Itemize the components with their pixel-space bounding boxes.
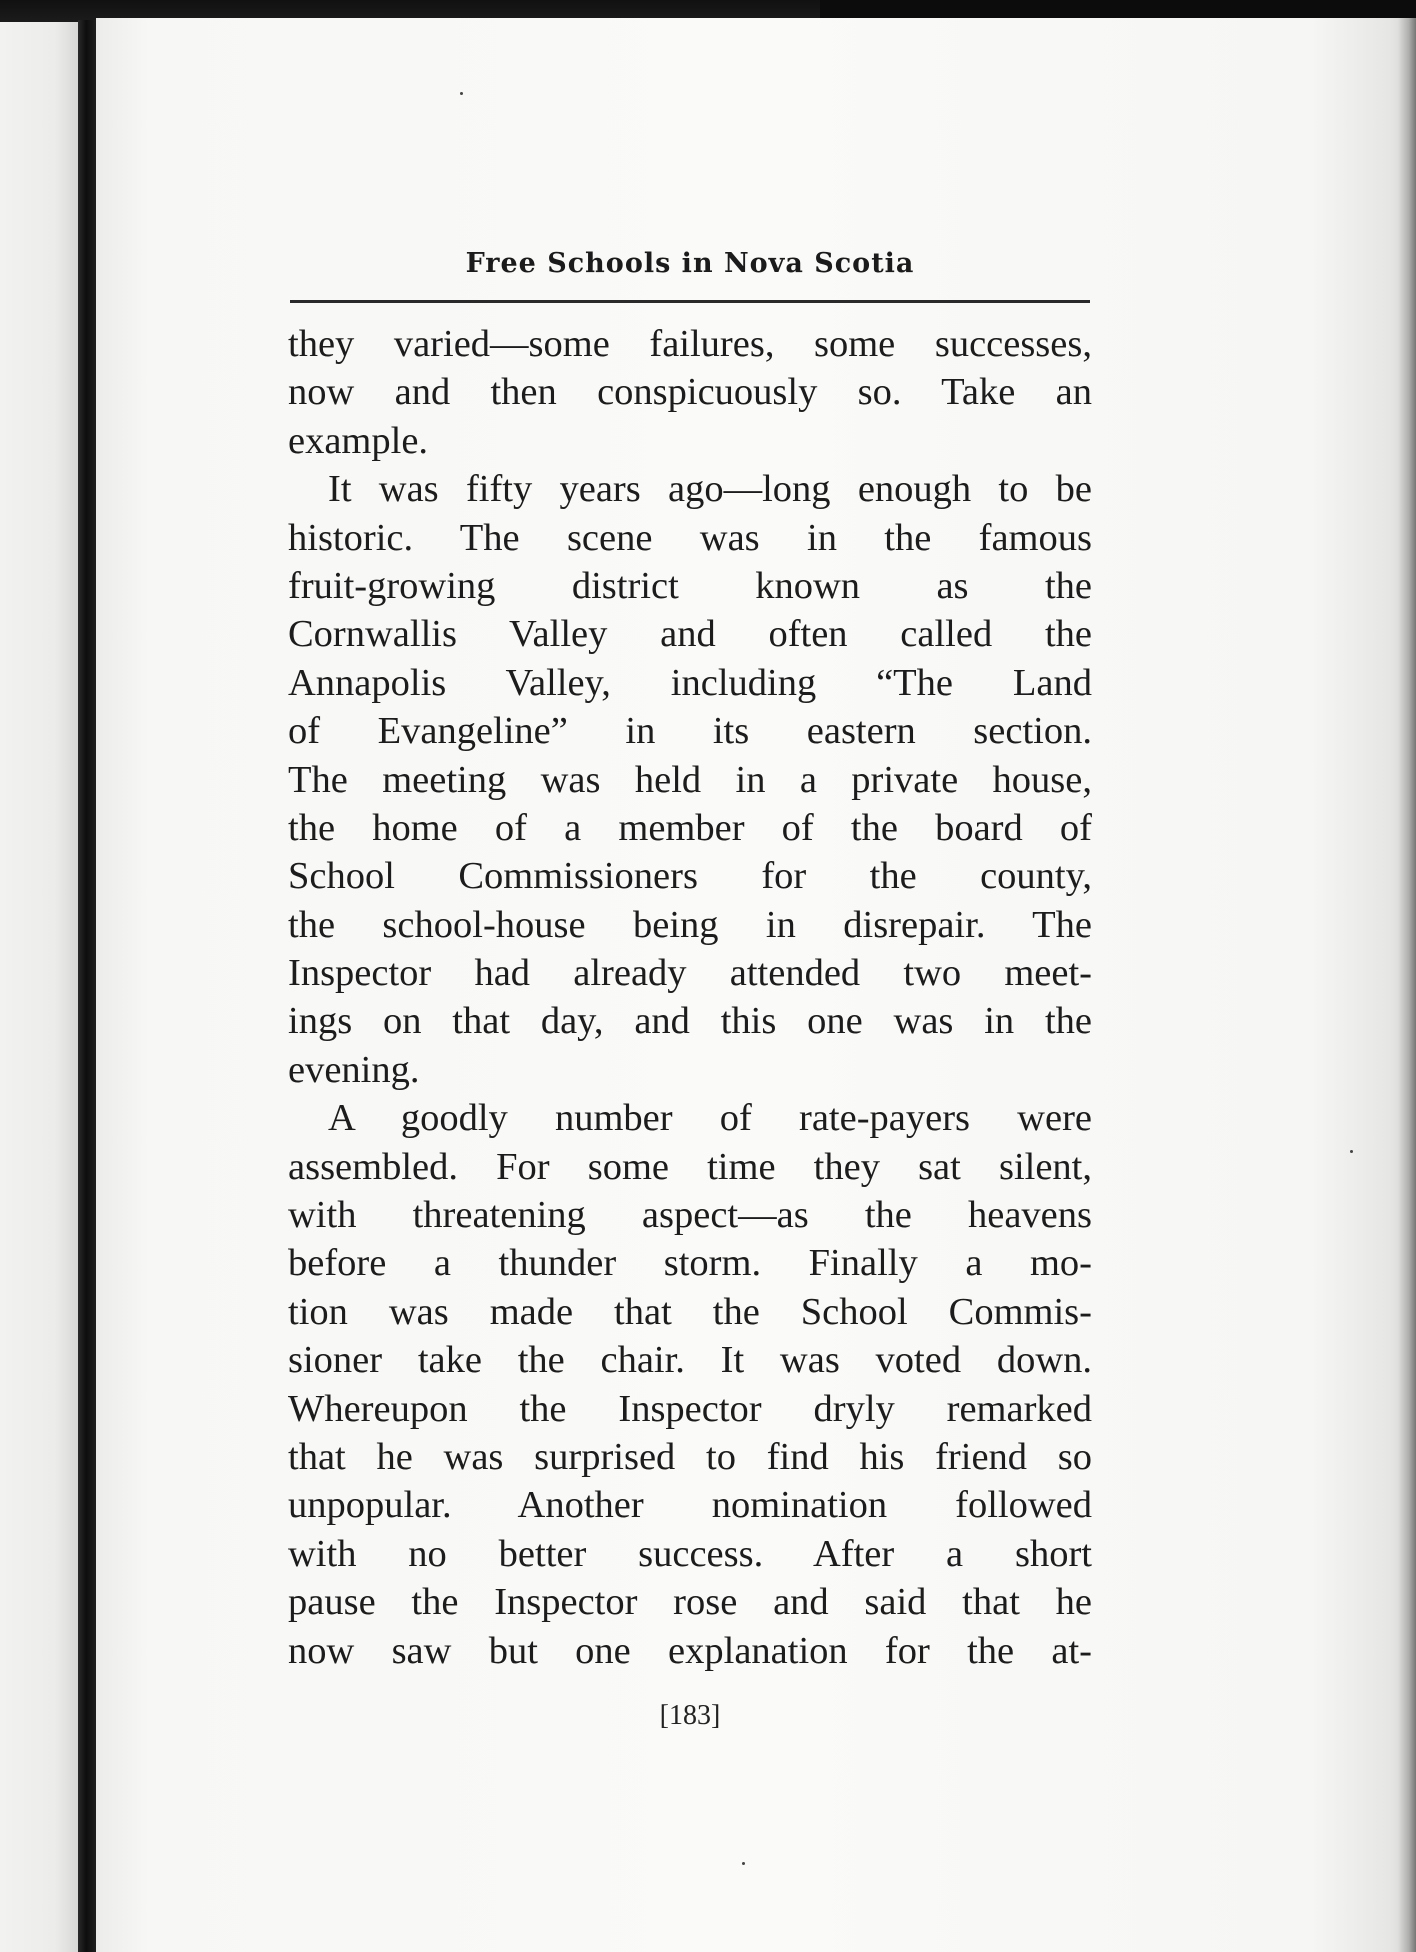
scan-speck (742, 1862, 745, 1865)
text-line: It was fifty years ago—long enough to be (328, 468, 1092, 511)
text-line: Cornwallis Valley and often called the (288, 613, 1092, 656)
text-line: of Evangeline” in its eastern section. (288, 710, 1092, 753)
text-line: pause the Inspector rose and said that he (288, 1581, 1092, 1624)
page-number: [183] (659, 1700, 721, 1731)
text-line: now and then conspicuously so. Take an (288, 371, 1092, 414)
text-line: unpopular. Another nomination followed (288, 1484, 1092, 1527)
text-line: before a thunder storm. Finally a mo- (288, 1242, 1092, 1285)
header-rule (290, 300, 1090, 303)
text-line: with threatening aspect—as the heavens (288, 1194, 1092, 1237)
text-line: historic. The scene was in the famous (288, 516, 1092, 559)
text-line: the school-house being in disrepair. The (288, 903, 1092, 946)
text-line: The meeting was held in a private house, (288, 758, 1092, 801)
text-line: Inspector had already attended two meet- (288, 952, 1092, 995)
text-line: tion was made that the School Commis- (288, 1290, 1092, 1333)
scan-speck (460, 92, 463, 95)
text-line: sioner take the chair. It was voted down. (288, 1339, 1092, 1382)
text-line: evening. (288, 1048, 420, 1091)
text-line: they varied—some failures, some successes, (288, 323, 1092, 365)
running-head: Free Schools in Nova Scotia (465, 248, 915, 279)
text-line: that he was surprised to find his friend so (288, 1435, 1092, 1478)
scan-speck (1350, 1150, 1353, 1153)
text-line: now saw but one explanation for the at- (288, 1629, 1092, 1672)
text-line: fruit-growing district known as the (288, 564, 1092, 607)
body-text (288, 320, 1092, 1675)
text-line: Whereupon the Inspector dryly remarked (288, 1387, 1092, 1430)
text-line: ings on that day, and this one was in the (288, 1000, 1092, 1043)
text-line: the home of a member of the board of (288, 806, 1092, 849)
facing-page-edge (0, 22, 78, 1952)
text-line: A goodly number of rate-payers were (328, 1097, 1092, 1140)
page-edge-shadow (1398, 18, 1416, 1952)
text-line: Annapolis Valley, including “The Land (288, 661, 1092, 704)
text-line: assembled. For some time they sat silent, (288, 1145, 1092, 1188)
text-line: School Commissioners for the county, (288, 855, 1092, 898)
book-gutter (78, 20, 96, 1952)
text-line: example. (288, 419, 429, 462)
text-line: with no better success. After a short (288, 1532, 1092, 1575)
